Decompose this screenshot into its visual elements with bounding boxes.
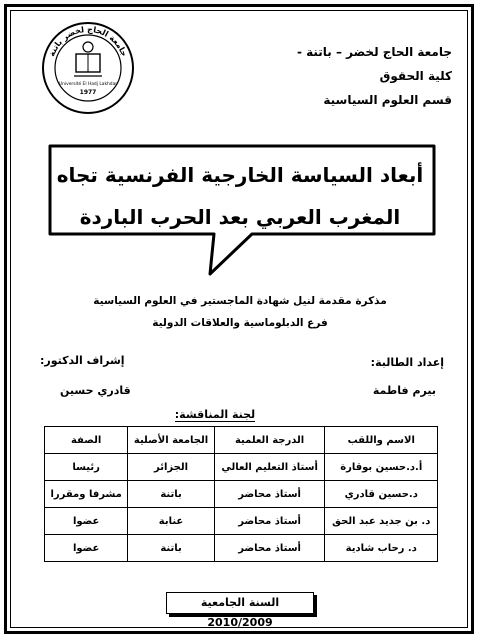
thesis-title-line2: المغرب العربي بعد الحرب الباردة [79,205,401,229]
member-name: د. بن جديد عبد الحق [325,508,438,535]
member-rank: أستاذ محاضر [214,481,325,508]
committee-title: لجنة المناقشة: [174,408,256,421]
faculty-name: كلية الحقوق [379,69,452,83]
member-name: د. رحاب شادية [325,535,438,562]
table-row [45,508,438,535]
degree-statement: مذكرة مقدمة لنيل شهادة الماجستير في العلوم السياسية [93,295,387,307]
department-name: قسم العلوم السياسية [323,93,452,107]
member-role: مشرفا ومقررا [45,481,128,508]
thesis-title [54,154,426,238]
member-rank: أستاذ التعليم العالي [214,454,325,481]
member-university: باتنة [128,535,214,562]
header-name: الاسم واللقب [325,427,438,454]
committee-table [44,426,438,562]
member-university: باتنة [128,481,214,508]
member-name: أ.د.حسين بوقارة [325,454,438,481]
academic-year-box: السنة الجامعية 2010/2009 [166,592,314,614]
seal-emblem [74,42,102,76]
table-row [45,481,438,508]
university-seal-logo [40,20,136,116]
specialization: فرع الدبلوماسية والعلاقات الدولية [152,317,328,329]
seal-ring-text: جامعة الحاج لخضر باتنة [47,24,129,58]
seal-year: 1977 [79,89,97,96]
table-row [45,535,438,562]
member-university: عنابة [128,508,214,535]
supervisor-name: قادري حسين [60,384,131,397]
student-name: بيرم فاطمة [372,384,436,397]
header-university: الجامعة الأصلية [128,427,214,454]
member-role: عضوا [45,508,128,535]
supervisor-label: إشراف الدكتور: [40,354,125,367]
table-row [45,454,438,481]
member-rank: أستاذ محاضر [214,535,325,562]
thesis-title-line1: أبعاد السياسة الخارجية الفرنسية تجاه [56,163,424,187]
committee-header-row [45,427,438,454]
member-university: الجزائر [128,454,214,481]
seal-inner-text: Université El Hadj Lakhdar [58,82,118,87]
member-rank: أستاذ محاضر [214,508,325,535]
header-rank: الدرجة العلمية [214,427,325,454]
thesis-subtitle [60,290,420,334]
header-role: الصفة [45,427,128,454]
institution-header [252,40,452,112]
member-role: عضوا [45,535,128,562]
university-name: جامعة الحاج لخضر – باتنة - [296,45,452,59]
student-label: إعداد الطالبة: [370,356,444,369]
member-name: د.حسين قادري [325,481,438,508]
member-role: رئيسا [45,454,128,481]
